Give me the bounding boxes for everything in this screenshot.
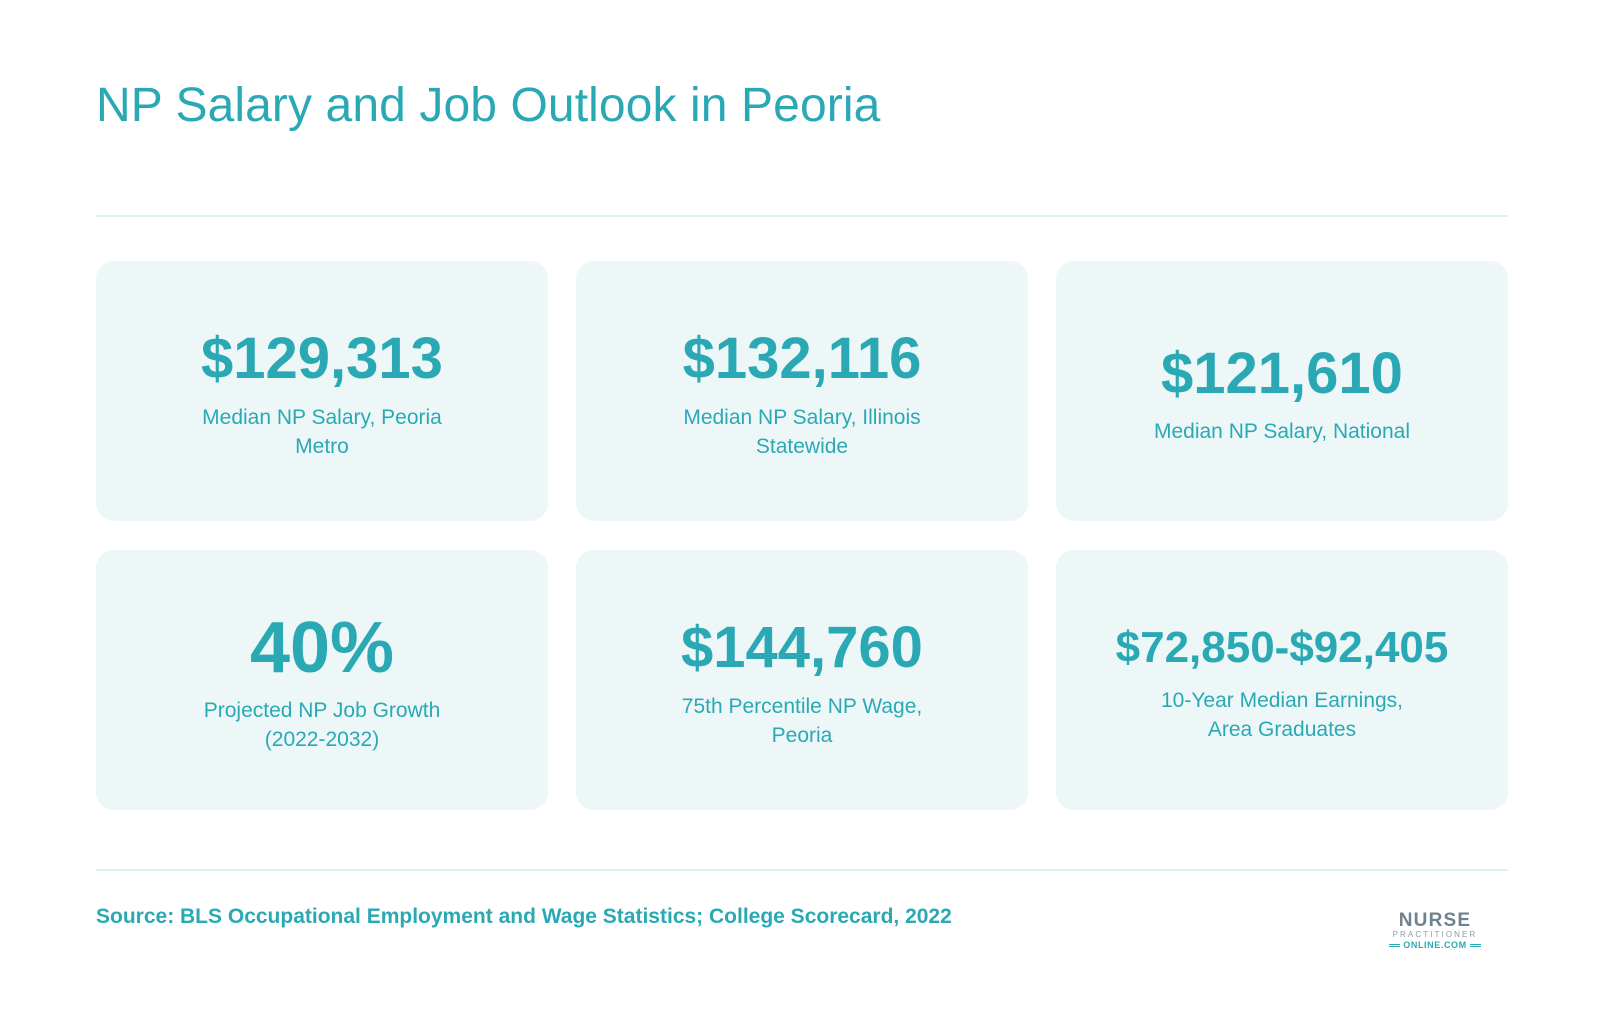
logo-line-2: PRACTITIONER xyxy=(1392,930,1478,939)
infographic xyxy=(96,0,1508,1028)
logo-line-1: NURSE xyxy=(1398,910,1472,931)
stat-value: $121,610 xyxy=(1161,340,1403,406)
stat-card-75th-percentile xyxy=(576,550,1028,810)
top-divider xyxy=(96,215,1508,217)
stat-value: $129,313 xyxy=(201,326,443,392)
stat-value: $144,760 xyxy=(681,615,923,681)
stat-card-peoria-median xyxy=(96,261,548,521)
logo-dash-icon xyxy=(1389,944,1400,947)
logo-line-3-row xyxy=(1389,940,1481,950)
stat-label: 10-Year Median Earnings, Area Graduates xyxy=(1160,689,1404,742)
source-citation: Source: BLS Occupational Employment and Wage Statistics; College Scorecard, 2022 xyxy=(96,905,952,928)
stat-label: Median NP Salary, Peoria Metro xyxy=(202,405,442,458)
stat-label: Median NP Salary, Illinois Statewide xyxy=(683,405,921,458)
stat-card-graduate-earnings xyxy=(1056,550,1508,810)
stat-card-illinois-median xyxy=(576,261,1028,521)
bottom-divider xyxy=(96,869,1508,871)
stat-card-job-growth xyxy=(96,550,548,810)
stat-label: Median NP Salary, National xyxy=(1153,420,1411,444)
stats-grid xyxy=(96,261,1508,810)
logo-line-3: ONLINE.COM xyxy=(1403,940,1467,950)
page-title: NP Salary and Job Outlook in Peoria xyxy=(96,79,881,132)
logo-dash-icon xyxy=(1470,944,1481,947)
stat-label: Projected NP Job Growth (2022-2032) xyxy=(203,699,441,751)
brand-logo xyxy=(1381,912,1489,952)
stat-value: 40% xyxy=(249,608,395,688)
stat-card-national-median xyxy=(1056,261,1508,521)
stat-value: $72,850-$92,405 xyxy=(1115,622,1449,672)
stat-value: $132,116 xyxy=(682,326,922,392)
stat-label: 75th Percentile NP Wage, Peoria xyxy=(681,694,923,747)
